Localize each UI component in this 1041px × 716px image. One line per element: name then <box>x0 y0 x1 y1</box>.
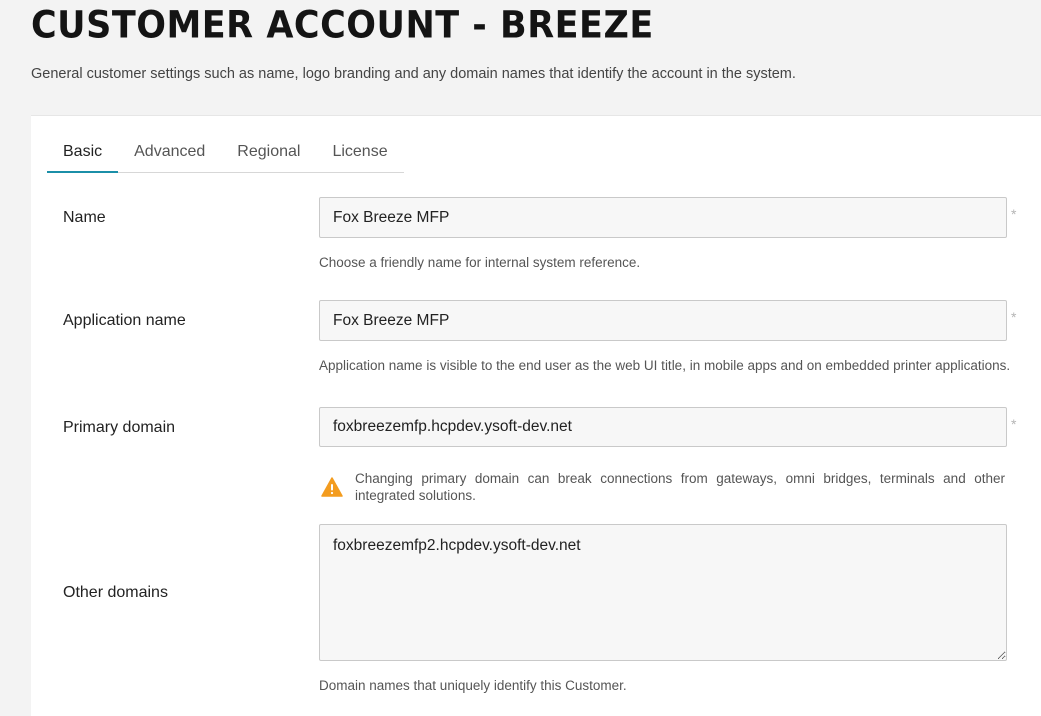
primary-domain-warning-text: Changing primary domain can break connections from gateways, omni bridges, terminals and other integrated solutions. <box>355 471 1005 503</box>
page-title: CUSTOMER ACCOUNT - BREEZE <box>31 4 654 48</box>
name-help-text: Choose a friendly name for internal system reference. <box>319 255 641 270</box>
name-input[interactable] <box>319 197 1007 238</box>
other-domains-label: Other domains <box>63 584 168 601</box>
warning-triangle-icon <box>321 477 343 497</box>
name-label: Name <box>63 209 106 226</box>
name-required-mark: * <box>1011 206 1017 222</box>
settings-card <box>31 115 1041 716</box>
page-description: General customer settings such as name, logo branding and any domain names that identify the account in the system. <box>31 66 796 82</box>
application-name-label: Application name <box>63 312 186 329</box>
primary-domain-input[interactable] <box>319 407 1007 447</box>
tab-advanced[interactable]: Advanced <box>134 143 206 160</box>
tab-bar <box>47 140 404 173</box>
other-domains-textarea[interactable] <box>319 524 1007 661</box>
application-name-required-mark: * <box>1011 309 1017 325</box>
application-name-help-text: Application name is visible to the end user as the web UI title, in mobile apps and on embedded printer applications. <box>319 358 1011 373</box>
application-name-input[interactable] <box>319 300 1007 341</box>
tab-license[interactable]: License <box>332 143 388 160</box>
primary-domain-required-mark: * <box>1011 416 1017 432</box>
other-domains-help-text: Domain names that uniquely identify this Customer. <box>319 678 627 693</box>
tab-basic[interactable]: Basic <box>47 140 118 173</box>
tab-regional[interactable]: Regional <box>237 143 301 160</box>
primary-domain-label: Primary domain <box>63 419 176 436</box>
